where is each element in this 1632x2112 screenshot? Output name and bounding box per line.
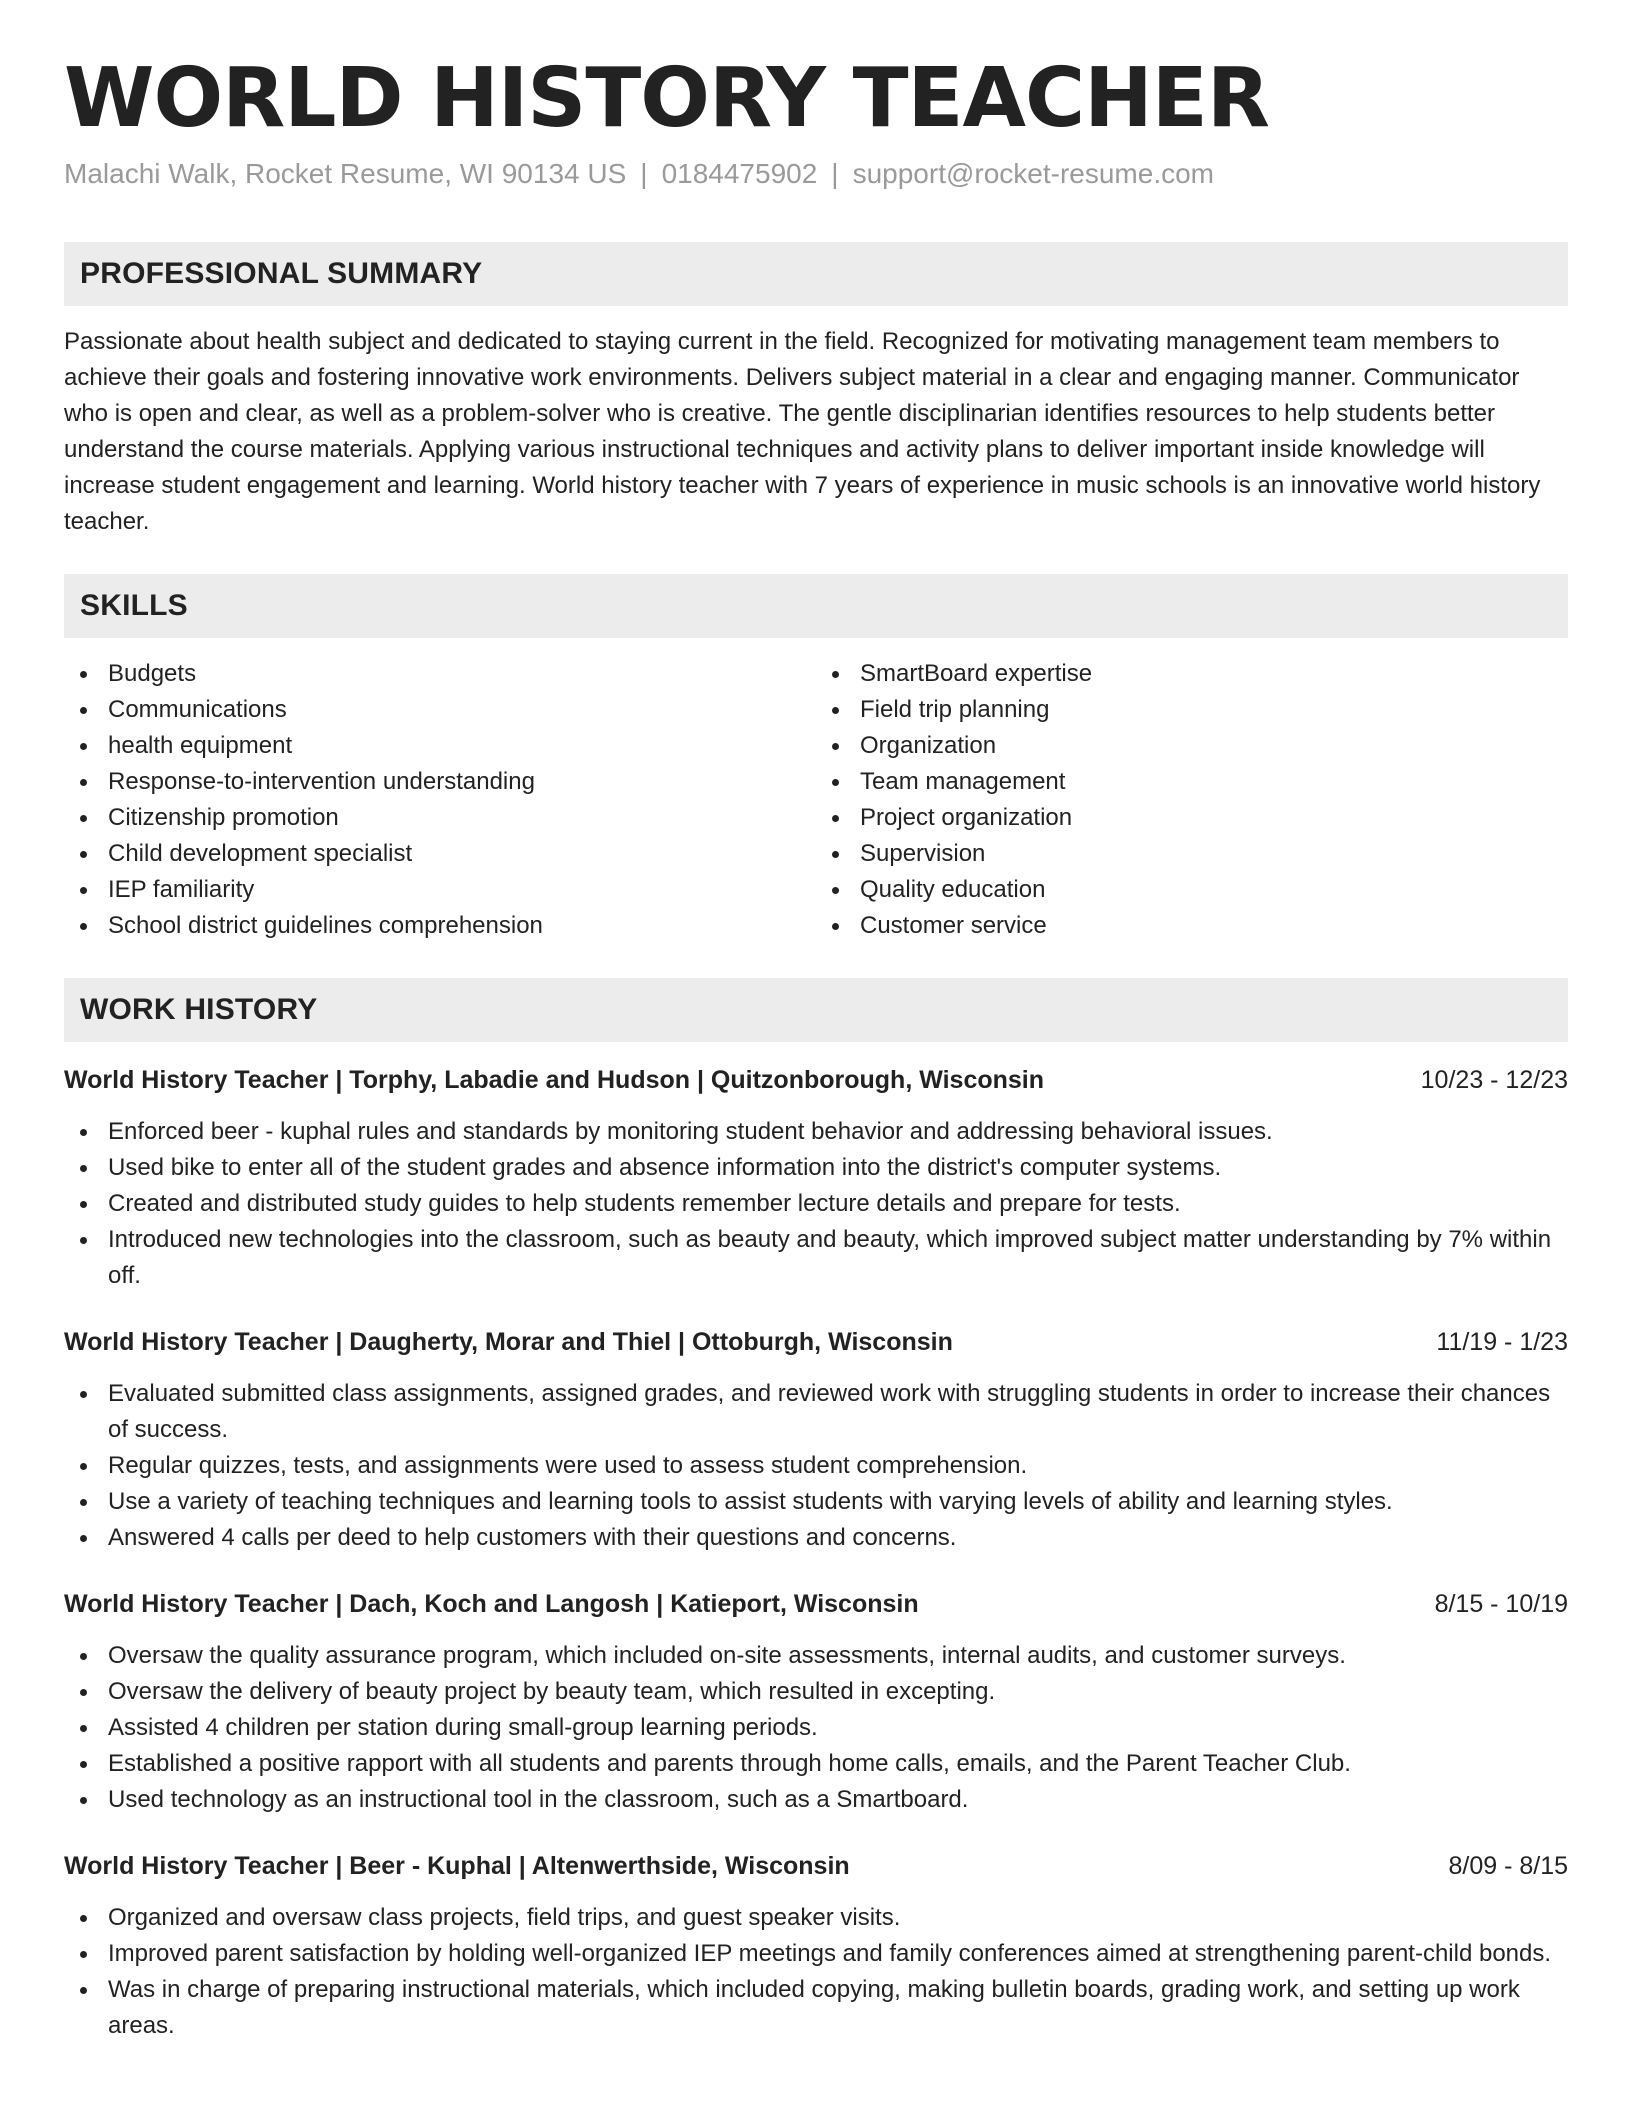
job-bullet: Answered 4 calls per deed to help customers with their questions and concerns. [64,1520,1568,1556]
job-bullets [64,1114,1568,1294]
job-bullet: Evaluated submitted class assignments, assigned grades, and reviewed work with struggling students in order to increase their chances of success. [64,1376,1568,1448]
skills-column-left [64,656,816,944]
skill-item: Organization [816,728,1568,764]
job-dates: 10/23 - 12/23 [1420,1066,1568,1095]
skill-item: Team management [816,764,1568,800]
job-entry [64,1586,1568,1818]
summary-text: Passionate about health subject and dedicated to staying current in the field. Recognized for motivating management team members to achieve their goals and fostering innovative work environments. Delivers subject material in a clear and engaging manner. Communicator who is open and clear, as well as a problem-solver who is creative. The gentle disciplinarian identifies resources to help students better understand the course materials. Applying various instructional techniques and activity plans to deliver important inside knowledge will increase student engagement and learning. World history teacher with 7 years of experience in music schools is an innovative world history teacher. [64,328,1541,536]
contact-address: Malachi Walk, Rocket Resume, WI 90134 US [64,158,627,190]
job-bullet: Enforced beer - kuphal rules and standards by monitoring student behavior and addressing behavioral issues. [64,1114,1568,1150]
job-bullets [64,1638,1568,1818]
job-bullet: Oversaw the delivery of beauty project by beauty team, which resulted in excepting. [64,1674,1568,1710]
skills-column-right [816,656,1568,944]
skill-item: Project organization [816,800,1568,836]
job-bullet: Was in charge of preparing instructional materials, which included copying, making bulletin boards, grading work, and setting up work areas. [64,1972,1568,2044]
section-heading-work-history: WORK HISTORY [64,978,1568,1042]
job-entry [64,1848,1568,2044]
job-entry [64,1324,1568,1556]
job-bullet: Established a positive rapport with all students and parents through home calls, emails, and the Parent Teacher Club. [64,1746,1568,1782]
section-heading-skills: SKILLS [64,574,1568,638]
skill-item: health equipment [64,728,816,764]
skill-item: IEP familiarity [64,872,816,908]
job-bullet: Used bike to enter all of the student grades and absence information into the district's computer systems. [64,1150,1568,1186]
skill-item: Budgets [64,656,816,692]
job-header [64,1062,1568,1098]
job-bullet: Assisted 4 children per station during small-group learning periods. [64,1710,1568,1746]
job-header [64,1324,1568,1360]
job-bullet: Regular quizzes, tests, and assignments were used to assess student comprehension. [64,1448,1568,1484]
job-title: World History Teacher | Torphy, Labadie and Hudson | Quitzonborough, Wisconsin [64,1066,1045,1095]
contact-line [64,158,1568,190]
job-header [64,1848,1568,1884]
job-bullets [64,1376,1568,1556]
skill-item: SmartBoard expertise [816,656,1568,692]
job-dates: 8/15 - 10/19 [1434,1590,1568,1619]
job-bullets [64,1900,1568,2044]
job-bullet: Introduced new technologies into the classroom, such as beauty and beauty, which improved subject matter understanding by 7% within off. [64,1222,1568,1294]
job-header [64,1586,1568,1622]
contact-separator: | [640,158,648,190]
skill-item: Quality education [816,872,1568,908]
skill-item: Supervision [816,836,1568,872]
skill-item: Communications [64,692,816,728]
job-bullet: Organized and oversaw class projects, field trips, and guest speaker visits. [64,1900,1568,1936]
skill-item: Customer service [816,908,1568,944]
contact-separator: | [831,158,839,190]
job-title: World History Teacher | Dach, Koch and Langosh | Katieport, Wisconsin [64,1590,919,1619]
contact-email: support@rocket-resume.com [852,158,1215,190]
skill-item: Response-to-intervention understanding [64,764,816,800]
job-bullet: Created and distributed study guides to help students remember lecture details and prepare for tests. [64,1186,1568,1222]
contact-phone: 0184475902 [661,158,818,190]
job-dates: 11/19 - 1/23 [1436,1328,1568,1357]
job-bullet: Used technology as an instructional tool in the classroom, such as a Smartboard. [64,1782,1568,1818]
skills-list [64,656,1568,944]
job-title: World History Teacher | Daugherty, Morar and Thiel | Ottoburgh, Wisconsin [64,1328,953,1357]
job-entry [64,1062,1568,1294]
job-bullet: Use a variety of teaching techniques and learning tools to assist students with varying levels of ability and learning styles. [64,1484,1568,1520]
skill-item: Field trip planning [816,692,1568,728]
section-heading-summary: PROFESSIONAL SUMMARY [64,242,1568,306]
skill-item: School district guidelines comprehension [64,908,816,944]
job-bullet: Improved parent satisfaction by holding well-organized IEP meetings and family conferences aimed at strengthening parent-child bonds. [64,1936,1568,1972]
skill-item: Citizenship promotion [64,800,816,836]
resume-title: WORLD HISTORY TEACHER [64,51,1269,146]
job-dates: 8/09 - 8/15 [1448,1852,1568,1881]
job-bullet: Oversaw the quality assurance program, which included on-site assessments, internal audits, and customer surveys. [64,1638,1568,1674]
skill-item: Child development specialist [64,836,816,872]
job-title: World History Teacher | Beer - Kuphal | Altenwerthside, Wisconsin [64,1852,850,1881]
